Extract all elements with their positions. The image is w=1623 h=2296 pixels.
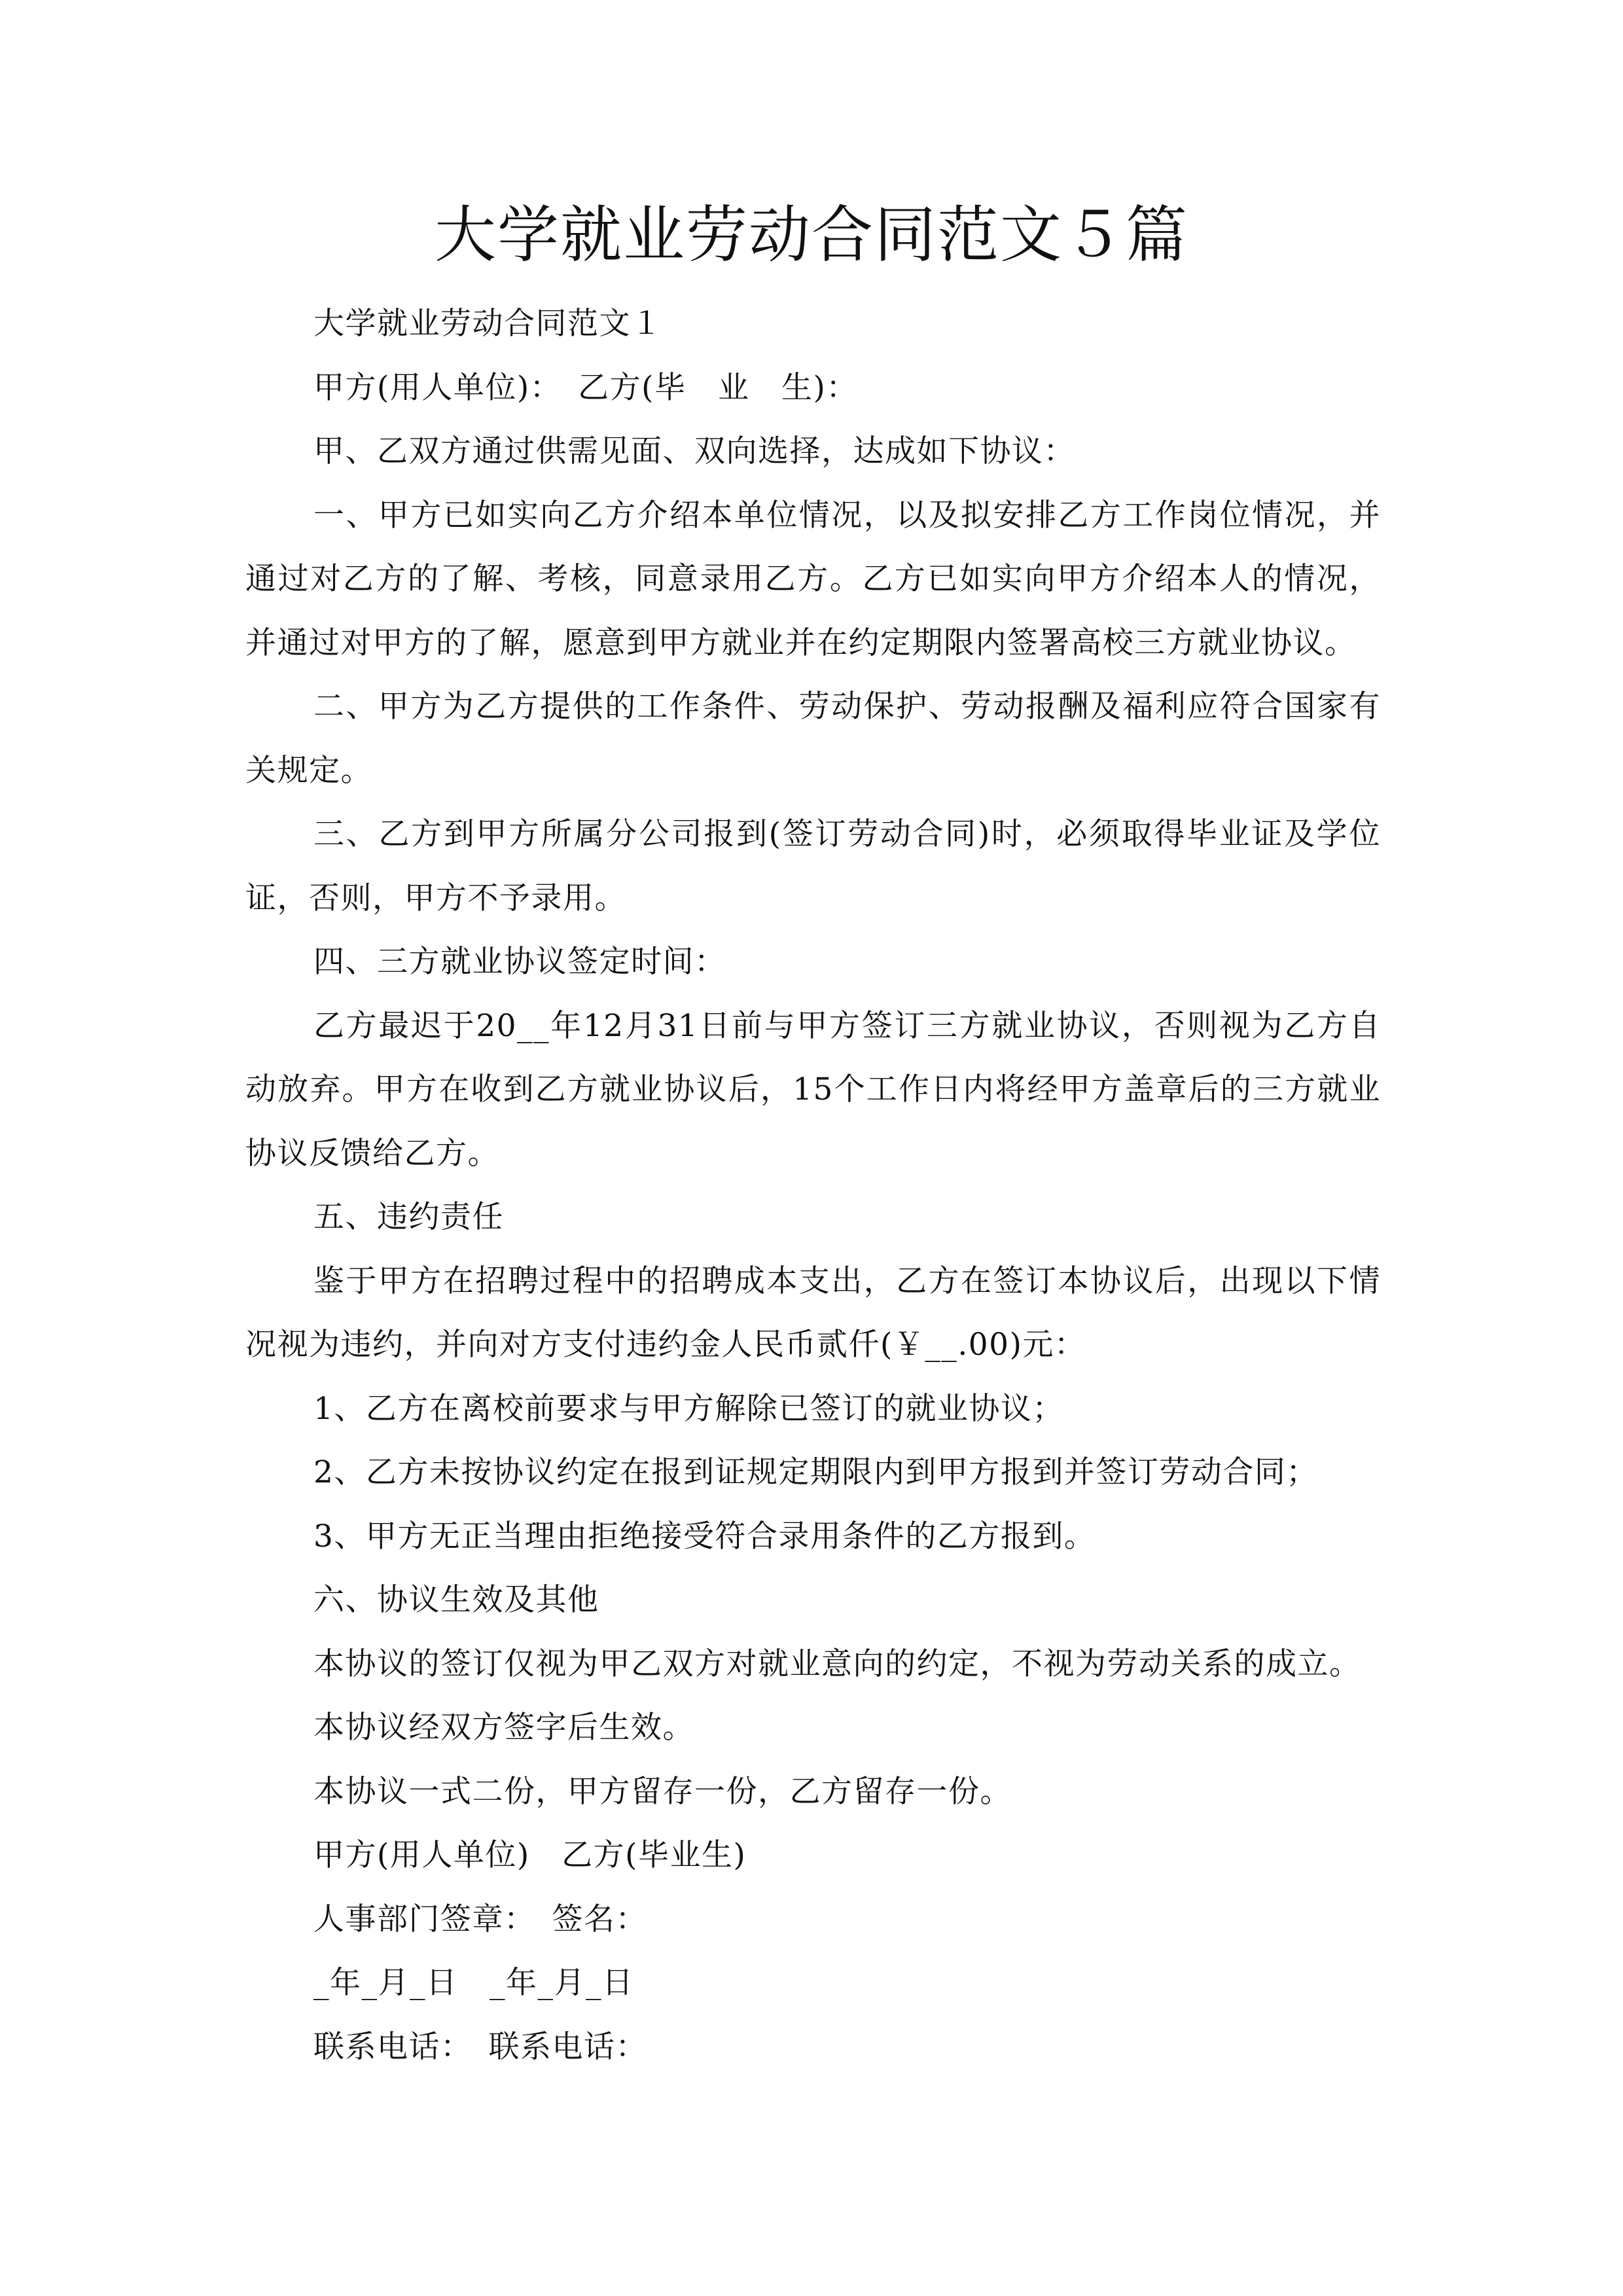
clause-1: 一、甲方已如实向乙方介绍本单位情况，以及拟安排乙方工作岗位情况，并通过对乙方的了解、考核，同意录用乙方。乙方已如实向甲方介绍本人的情况，并通过对甲方的了解，愿意到甲方就业并在约定期限内签署高校三方就业协议。 [245,497,1381,661]
breach-item: 1、乙方在离校前要求与甲方解除已签订的就业协议； [313,1390,1064,1427]
clause-6-heading: 六、协议生效及其他 [313,1582,599,1618]
breach-item: 2、乙方未按协议约定在报到证规定期限内到甲方报到并签订劳动合同； [313,1454,1318,1490]
clause-5-text: 鉴于甲方在招聘过程中的招聘成本支出，乙方在签订本协议后，出现以下情况视为违约，并向对方支付违约金人民币贰仟(￥__.00)元： [245,1263,1381,1363]
parties-line: 甲方(用人单位)： 乙方(毕 业 生)： [313,369,858,406]
section-heading: 大学就业劳动合同范文１ [313,306,663,342]
clause-4-heading: 四、三方就业协议签定时间： [313,944,726,980]
signature-labels: 人事部门签章： 签名： [313,1901,647,1937]
clause-6-line: 本协议的签订仅视为甲乙双方对就业意向的约定，不视为劳动关系的成立。 [313,1645,1361,1682]
signature-parties: 甲方(用人单位) 乙方(毕业生) [313,1837,747,1873]
clause-5-heading: 五、违约责任 [313,1199,504,1235]
clause-3: 三、乙方到甲方所属分公司报到(签订劳动合同)时，必须取得毕业证及学位证，否则，甲方不予录用。 [245,816,1381,916]
intro-paragraph: 甲、乙双方通过供需见面、双向选择，达成如下协议： [313,433,1075,469]
signature-dates: _年_月_日 _年_月_日 [313,1965,634,2001]
clause-6-line: 本协议一式二份，甲方留存一份，乙方留存一份。 [313,1773,1012,1810]
clause-6-line: 本协议经双方签字后生效。 [313,1710,694,1746]
document-title: 大学就业劳动合同范文５篇 [434,200,1188,271]
clause-2: 二、甲方为乙方提供的工作条件、劳动保护、劳动报酬及福利应符合国家有关规定。 [245,689,1381,789]
breach-item: 3、甲方无正当理由拒绝接受符合录用条件的乙方报到。 [313,1518,1096,1554]
document-body [245,292,1381,2079]
signature-phones: 联系电话： 联系电话： [313,2028,647,2065]
clause-4-text: 乙方最迟于20__年12月31日前与甲方签订三方就业协议，否则视为乙方自动放弃。甲方在收到乙方就业协议后，15个工作日内将经甲方盖章后的三方就业协议反馈给乙方。 [245,1007,1381,1172]
signature-block [245,1823,1381,2079]
